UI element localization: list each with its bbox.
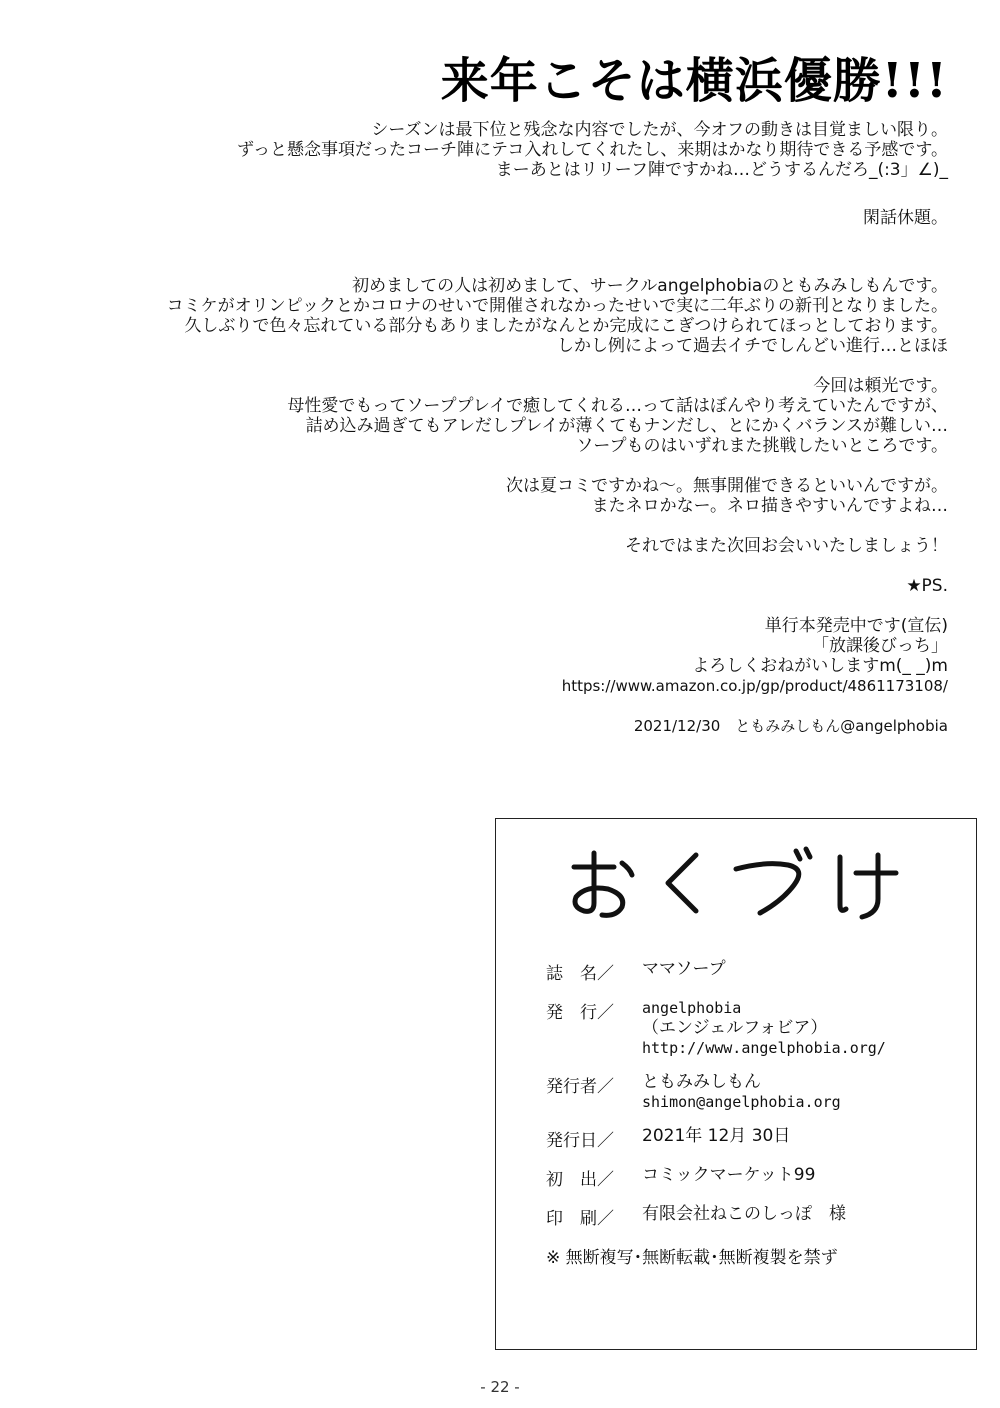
afterword-line: 今回は頼光です。 (813, 376, 948, 396)
row-label: 初 出／ (546, 1170, 614, 1190)
row-value: 2021年 12月 30日 (642, 1126, 791, 1146)
afterword-line: コミケがオリンピックとかコロナのせいで開催されなかったせいで実に二年ぶりの新刊となりました。 (166, 296, 948, 316)
row-value: 有限会社ねこのしっぽ 様 (642, 1204, 846, 1224)
row-label: 印 刷／ (546, 1209, 614, 1229)
page-number: - 22 - (480, 1378, 520, 1396)
colophon-row-first-appearance (546, 1165, 966, 1190)
afterword-line: またネロかなー。ネロ描きやすいんですよね… (591, 496, 948, 516)
afterword-line: 母性愛でもってソーププレイで癒してくれる…って話はぼんやり考えていたんですが、 (287, 396, 948, 416)
colophon-box (495, 818, 977, 1350)
afterword-line: 次は夏コミですかね～。無事開催できるといいんですが。 (506, 476, 948, 496)
signature: 2021/12/30 ともみみしもん@angelphobia (633, 717, 948, 735)
colophon-details (546, 959, 966, 1268)
colophon-row-author (546, 1072, 966, 1112)
row-value: ともみみしもん (642, 1072, 761, 1092)
afterword-line: しかし例によって過去イチでしんどい進行…とほほ (557, 336, 948, 356)
page-title: 来年こそは横浜優勝!!! (440, 53, 948, 109)
row-label: 発行日／ (546, 1131, 614, 1151)
row-label: 発行者／ (546, 1077, 614, 1097)
copyright-notice: ※ 無断複写･無断転載･無断複製を禁ず (546, 1248, 838, 1268)
row-value: （エンジェルフォビア） (642, 1018, 828, 1038)
afterword-line: 久しぶりで色々忘れている部分もありましたがなんとか完成にこぎつけられてほっとしております。 (184, 316, 948, 336)
afterword-line: シーズンは最下位と残念な内容でしたが、今オフの動きは目覚ましい限り。 (371, 120, 948, 140)
row-label: 誌 名／ (546, 964, 614, 984)
colophon-row-printer (546, 1204, 966, 1229)
afterword-line: まーあとはリリーフ陣ですかね…どうするんだろ_(:3」∠)_ (495, 160, 948, 180)
okuduke-lettering (556, 843, 916, 923)
ps-line: よろしくおねがいしますm(_ _)m (692, 656, 948, 676)
ps-label: ★PS. (906, 576, 948, 596)
afterword-line: それではまた次回お会いいたしましょう！ (625, 536, 948, 556)
afterword (48, 120, 948, 736)
row-value: コミックマーケット99 (642, 1165, 816, 1185)
ps-line: 単行本発売中です(宣伝) (764, 616, 948, 636)
afterword-line: 詰め込み過ぎてもアレだしプレイが薄くてもナンだし、とにかくバランスが難しい… (305, 416, 948, 436)
author-email[interactable]: shimon@angelphobia.org (642, 1093, 841, 1111)
row-label: 発 行／ (546, 1003, 614, 1023)
afterword-line: ソープものはいずれまた挑戦したいところです。 (576, 436, 948, 456)
ps-line: 「放課後びっち」 (812, 636, 948, 656)
colophon-row-title (546, 959, 966, 984)
afterword-line: 初めましての人は初めまして、サークルangelphobiaのともみみしもんです。 (352, 276, 948, 296)
afterword-line: 閑話休題。 (863, 208, 948, 228)
colophon-heading (496, 843, 976, 927)
row-value: angelphobia (642, 999, 742, 1017)
afterword-line: ずっと懸念事項だったコーチ陣にテコ入れしてくれたし、来期はかなり期待できる予感です。 (237, 140, 948, 160)
colophon-row-date (546, 1126, 966, 1151)
ps-url: https://www.amazon.co.jp/gp/product/4861173108/ (561, 677, 948, 695)
colophon-row-publisher (546, 998, 966, 1058)
row-value: ママソープ (642, 959, 726, 979)
publisher-url[interactable]: http://www.angelphobia.org/ (642, 1039, 886, 1057)
